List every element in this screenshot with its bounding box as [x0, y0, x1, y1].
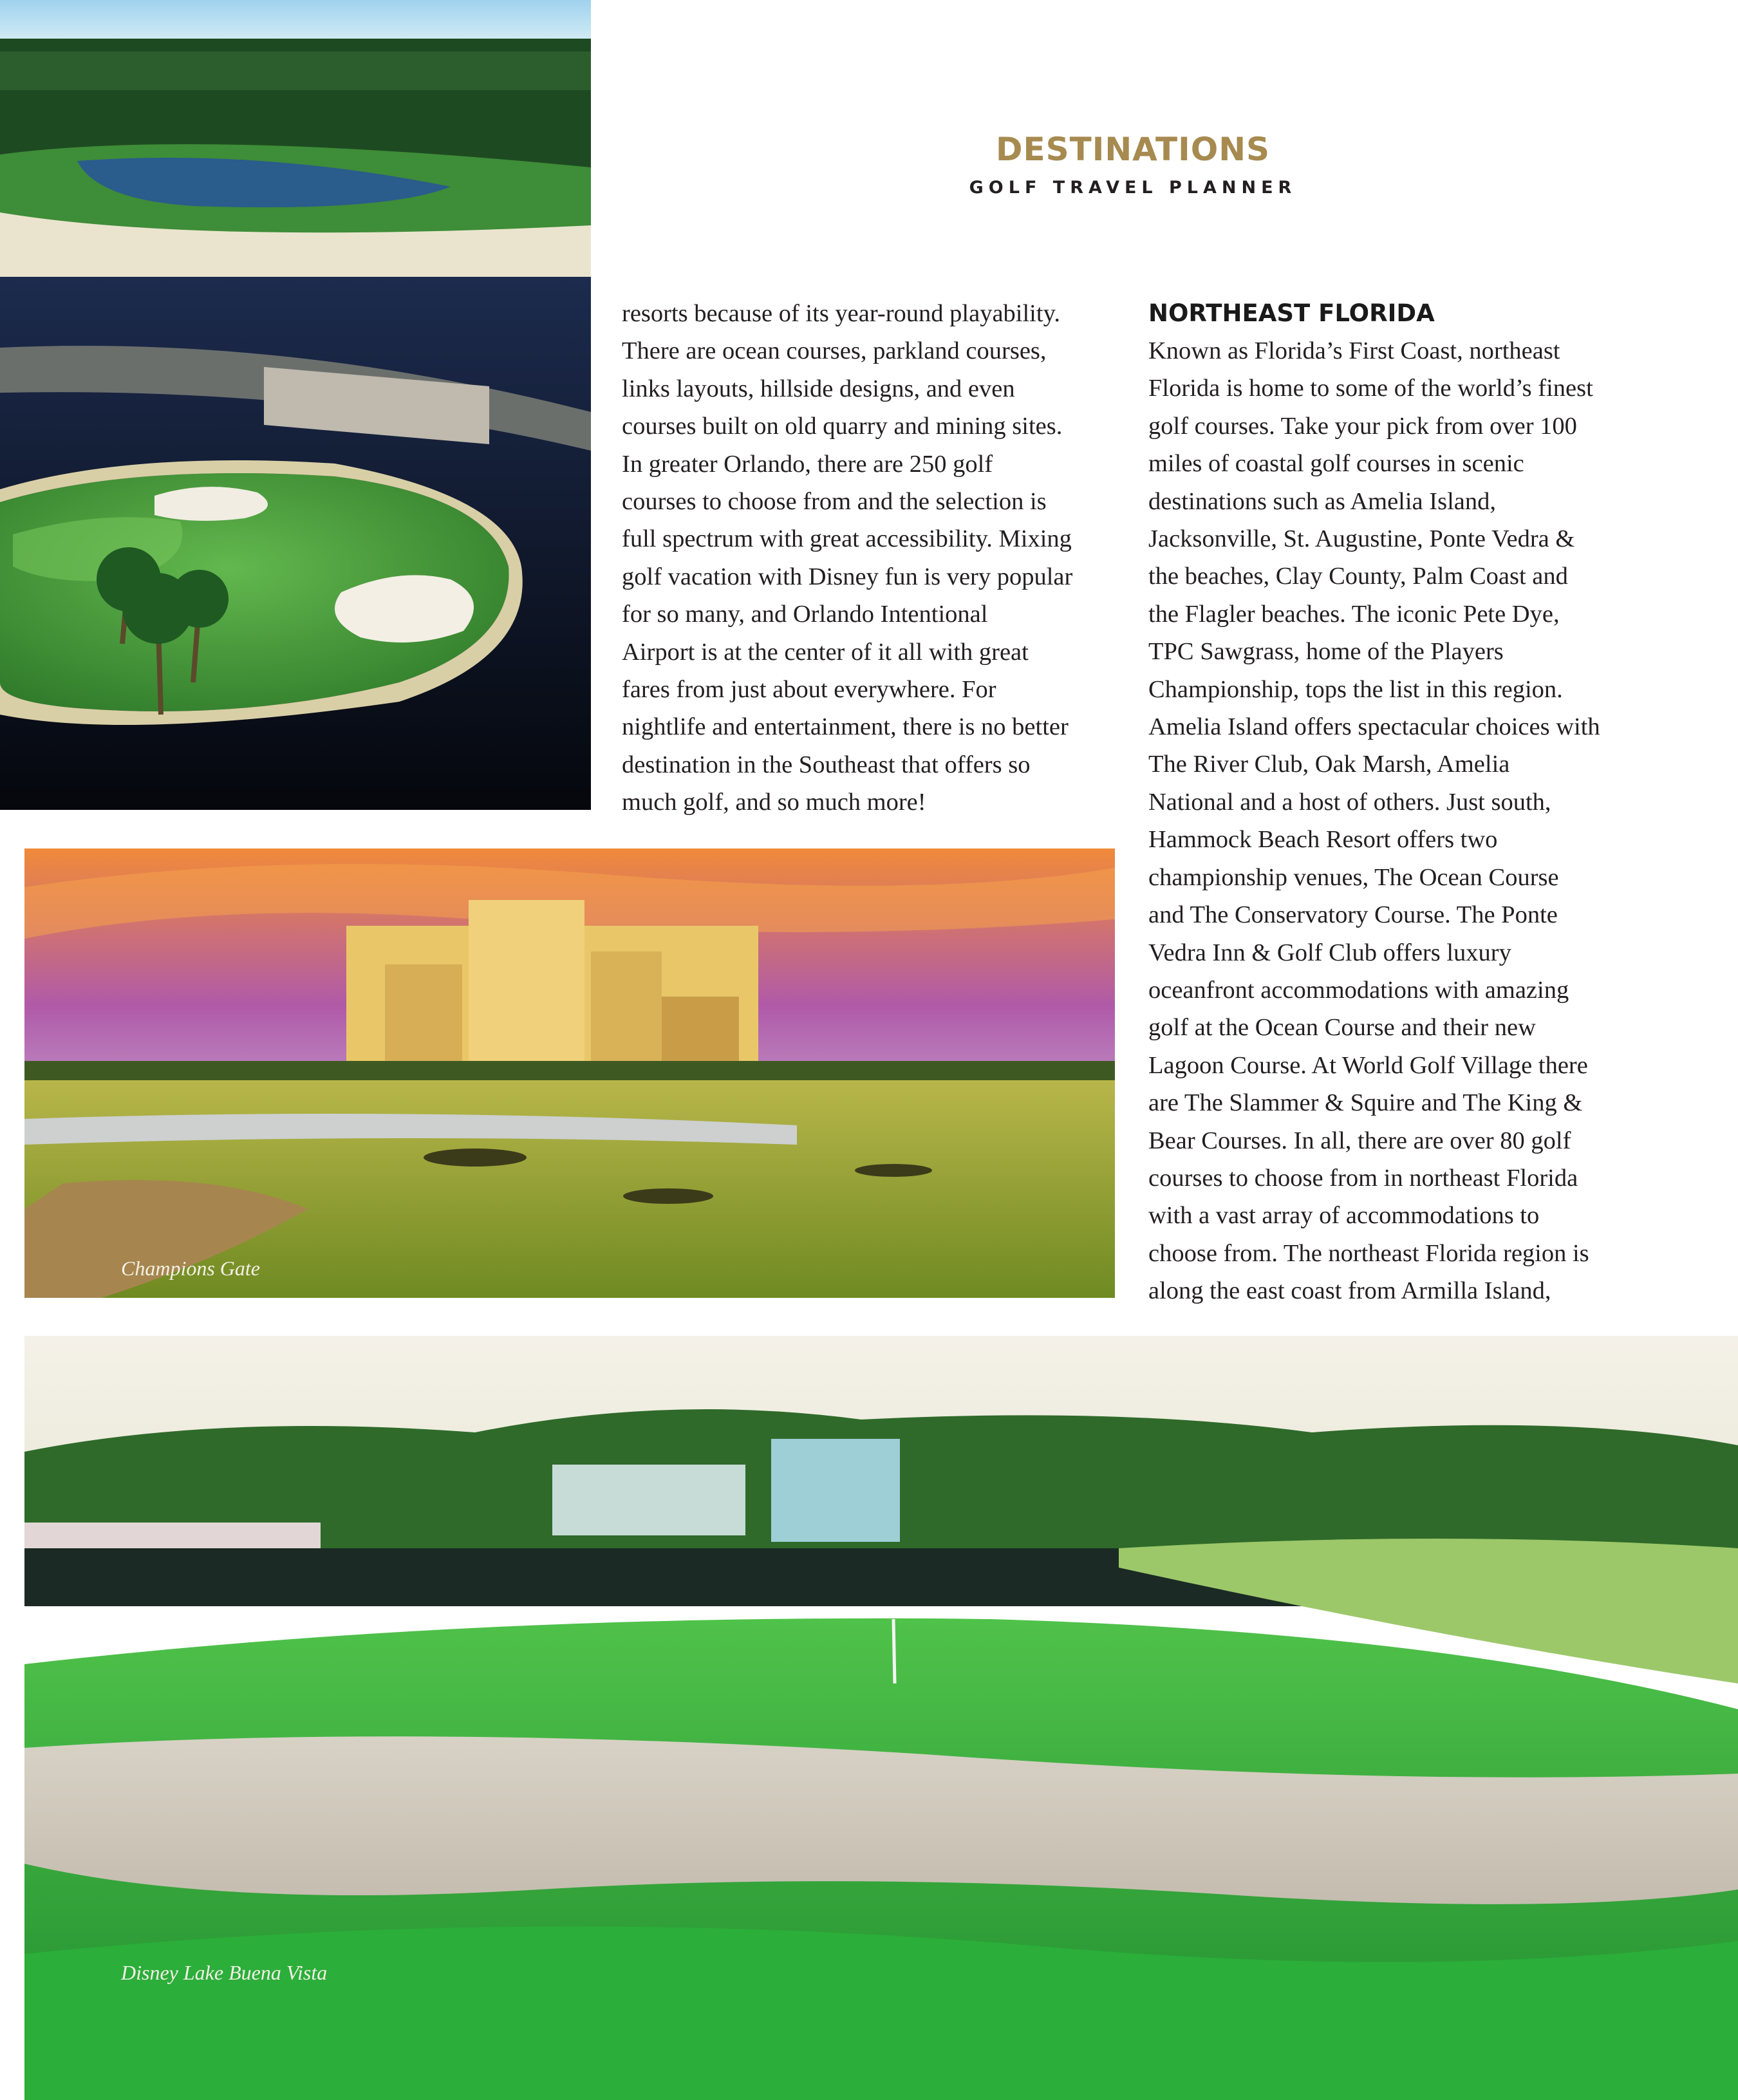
body-line: with a vast array of accommodations to: [1148, 1202, 1540, 1230]
body-line: links layouts, hillside designs, and even: [622, 375, 1015, 402]
body-line: fares from just about everywhere. For: [622, 676, 996, 704]
body-line: Lagoon Course. At World Golf Village there: [1148, 1051, 1588, 1079]
right-text-column: [1148, 295, 1600, 1310]
body-line: courses to choose from in northeast Florida: [1148, 1164, 1578, 1192]
body-line: TPC Sawgrass, home of the Players: [1148, 638, 1504, 666]
body-line: destination in the Southeast that offers so: [622, 751, 1031, 778]
body-line: In greater Orlando, there are 250 golf: [622, 450, 993, 478]
body-line: and The Conservatory Course. The Ponte: [1148, 901, 1558, 929]
body-line: courses to choose from and the selection is: [622, 488, 1047, 516]
body-line: Vedra Inn & Golf Club offers luxury: [1148, 939, 1511, 966]
body-line: Florida is home to some of the world’s finest: [1148, 375, 1593, 402]
body-line: Bear Courses. In all, there are over 80 golf: [1148, 1127, 1571, 1154]
disney-lake-buena-vista-caption: Disney Lake Buena Vista: [121, 1961, 328, 1984]
left-text-column: [622, 295, 1072, 821]
body-line: Hammock Beach Resort offers two: [1148, 826, 1498, 854]
section-title: DESTINATIONS: [995, 131, 1271, 168]
champions-gate-photo: [24, 848, 1115, 1298]
disney-lake-buena-vista-photo: [24, 1336, 1738, 2100]
body-line: the Flagler beaches. The iconic Pete Dye,: [1148, 600, 1560, 628]
body-line: golf courses. Take your pick from over 100: [1148, 412, 1577, 440]
body-line: golf vacation with Disney fun is very popular: [622, 563, 1073, 590]
body-line: miles of coastal golf courses in scenic: [1148, 450, 1524, 478]
champions-gate-caption: Champions Gate: [121, 1257, 260, 1280]
body-line: Jacksonville, St. Augustine, Ponte Vedra &: [1148, 525, 1575, 553]
body-line: nightlife and entertainment, there is no better: [622, 713, 1069, 741]
body-line: Amelia Island offers spectacular choices with: [1148, 713, 1600, 741]
body-line: much golf, and so much more!: [622, 789, 926, 816]
body-line: oceanfront accommodations with amazing: [1148, 976, 1569, 1004]
body-line: along the east coast from Armilla Island,: [1148, 1277, 1551, 1305]
body-line: the beaches, Clay County, Palm Coast and: [1148, 563, 1568, 590]
body-line: resorts because of its year-round playability.: [622, 300, 1060, 327]
body-line: The River Club, Oak Marsh, Amelia: [1148, 751, 1510, 778]
body-line: There are ocean courses, parkland courses,: [622, 337, 1047, 365]
body-line: are The Slammer & Squire and The King &: [1148, 1089, 1583, 1117]
body-line: courses built on old quarry and mining sites.: [622, 413, 1063, 440]
body-line: golf at the Ocean Course and their new: [1148, 1014, 1536, 1042]
body-line: Championship, tops the list in this region.: [1148, 675, 1563, 703]
body-line: championship venues, The Ocean Course: [1148, 863, 1559, 891]
body-line: Airport is at the center of it all with great: [622, 638, 1029, 666]
section-subtitle: GOLF TRAVEL PLANNER: [969, 178, 1297, 198]
page-header: [837, 129, 1429, 198]
body-line: Known as Florida’s First Coast, northeast: [1148, 337, 1560, 364]
body-line: choose from. The northeast Florida region is: [1148, 1239, 1589, 1267]
body-line: full spectrum with great accessibility. Mixing: [622, 525, 1072, 553]
body-line: National and a host of others. Just south,: [1148, 788, 1551, 816]
aerial-golf-course-photo: [0, 0, 591, 810]
body-line: for so many, and Orlando Intentional: [622, 601, 988, 628]
body-line: destinations such as Amelia Island,: [1148, 487, 1496, 515]
region-heading: NORTHEAST FLORIDA: [1148, 299, 1435, 327]
